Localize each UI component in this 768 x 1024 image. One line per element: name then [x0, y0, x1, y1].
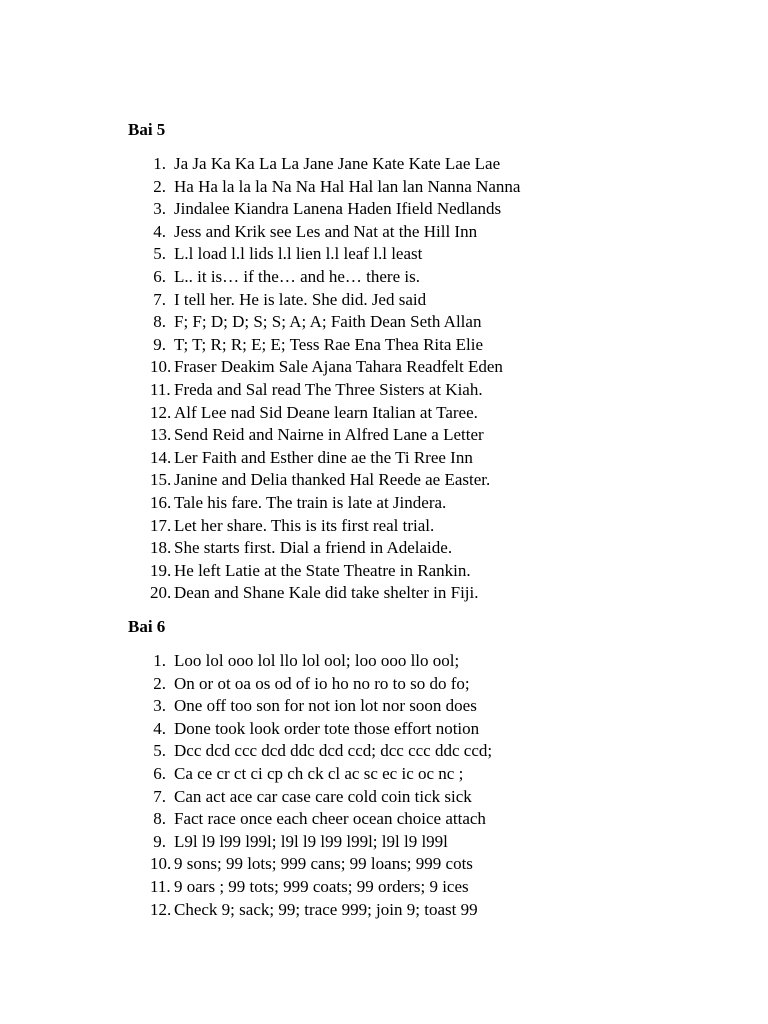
list-item-number: 2. — [153, 673, 166, 693]
list-item-number: 10. — [150, 854, 172, 874]
list-item-text: Fact race once each cheer ocean choice attach — [174, 809, 486, 829]
list-item — [128, 221, 520, 244]
list-item-number: 11. — [150, 876, 171, 896]
list-item-number: 14. — [150, 447, 172, 467]
list-item-number: 6. — [153, 266, 166, 286]
list-item-number: 3. — [153, 199, 166, 219]
list-item-text: Alf Lee nad Sid Deane learn Italian at Taree. — [174, 402, 478, 422]
list-item-text: Done took look order tote those effort notion — [174, 718, 480, 738]
list-item-text: Can act ace car case care cold coin tick sick — [174, 786, 472, 806]
list-item-text: Send Reid and Nairne in Alfred Lane a Letter — [174, 425, 484, 445]
list-item — [128, 311, 520, 334]
list-item — [128, 289, 520, 312]
list-item-text: Dean and Shane Kale did take shelter in Fiji. — [174, 583, 479, 603]
list-item-number: 16. — [150, 492, 172, 512]
list-item — [128, 650, 492, 673]
list-item-text: Freda and Sal read The Three Sisters at Kiah. — [174, 379, 483, 399]
list-item-number: 6. — [153, 763, 166, 783]
list-item-text: Jess and Krik see Les and Nat at the Hill Inn — [174, 221, 478, 241]
list-item-text: Jindalee Kiandra Lanena Haden Ifield Nedlands — [174, 199, 502, 219]
list-item-number: 12. — [150, 899, 172, 919]
list-item-text: Dcc dcd ccc dcd ddc dcd ccd; dcc ccc ddc ccd; — [174, 741, 493, 761]
list-item-text: T; T; R; R; E; E; Tess Rae Ena Thea Rita Elie — [174, 334, 484, 354]
list-item — [128, 402, 520, 425]
list-item-number: 10. — [150, 357, 172, 377]
list-item-number: 7. — [153, 786, 166, 806]
list-item-text: Loo lol ooo lol llo lol ool; loo ooo llo ool; — [174, 651, 460, 670]
list-item-number: 11. — [150, 379, 171, 399]
list-item-text: Fraser Deakim Sale Ajana Tahara Readfelt Eden — [174, 357, 503, 377]
list-item-number: 8. — [153, 312, 166, 332]
list-item-number: 18. — [150, 538, 172, 558]
list-item-number: 2. — [153, 176, 166, 196]
list-item-number: 5. — [153, 741, 166, 761]
list-item-text: One off too son for not ion lot nor soon does — [174, 696, 477, 716]
list-item — [128, 718, 492, 741]
list-item — [128, 379, 520, 402]
list-item-number: 9. — [153, 831, 166, 851]
list-item — [128, 673, 492, 696]
list-item-number: 12. — [150, 402, 172, 422]
list-item — [128, 831, 492, 854]
section-title-bai-6: Bai 6 — [128, 617, 166, 636]
list-item — [128, 153, 520, 176]
list-item — [128, 537, 520, 560]
list-item-text: She starts first. Dial a friend in Adelaide. — [174, 538, 453, 558]
list-item-text: Janine and Delia thanked Hal Reede ae Easter. — [174, 470, 491, 490]
list-item — [128, 469, 520, 492]
list-item — [128, 560, 520, 583]
list-item — [128, 853, 492, 876]
list-item — [128, 447, 520, 470]
list-item-text: Ha Ha la la la Na Na Hal Hal lan lan Nanna Nanna — [174, 176, 521, 196]
list-item — [128, 198, 520, 221]
list-item-text: 9 sons; 99 lots; 999 cans; 99 loans; 999 cots — [174, 854, 473, 874]
list-item — [128, 266, 520, 289]
list-item — [128, 424, 520, 447]
list-item-number: 1. — [153, 651, 166, 670]
list-item-number: 8. — [153, 809, 166, 829]
list-item-number: 3. — [153, 696, 166, 716]
list-item — [128, 356, 520, 379]
list-item-number: 15. — [150, 470, 172, 490]
list-item-text: 9 oars ; 99 tots; 999 coats; 99 orders; 9 ices — [174, 876, 469, 896]
list-item-number: 4. — [153, 718, 166, 738]
list-item-number: 20. — [150, 583, 172, 603]
list-item-text: Ca ce cr ct ci cp ch ck cl ac sc ec ic oc nc ; — [174, 763, 464, 783]
list-item-text: Tale his fare. The train is late at Jindera. — [174, 492, 447, 512]
list-item-text: Ja Ja Ka Ka La La Jane Jane Kate Kate Lae Lae — [174, 154, 501, 173]
list-item — [128, 740, 492, 763]
list-item — [128, 243, 520, 266]
list-item-text: He left Latie at the State Theatre in Rankin. — [174, 560, 471, 580]
list-item-text: F; F; D; D; S; S; A; A; Faith Dean Seth Allan — [174, 312, 482, 332]
list-item — [128, 876, 492, 899]
list-item-number: 1. — [153, 154, 166, 173]
list-item — [128, 786, 492, 809]
list-item — [128, 695, 492, 718]
list-item-text: L.. it is… if the… and he… there is. — [174, 266, 420, 286]
exercise-list-bai-5 — [128, 153, 520, 605]
list-item — [128, 515, 520, 538]
list-item-number: 5. — [153, 244, 166, 264]
list-item-text: Let her share. This is its first real trial. — [174, 515, 435, 535]
section-title-bai-5: Bai 5 — [128, 120, 166, 139]
list-item-number: 19. — [150, 560, 172, 580]
list-item-number: 4. — [153, 221, 166, 241]
list-item — [128, 582, 520, 605]
list-item — [128, 334, 520, 357]
list-item-text: On or ot oa os od of io ho no ro to so do fo; — [174, 673, 470, 693]
list-item-text: L.l load l.l lids l.l lien l.l leaf l.l least — [174, 244, 423, 264]
list-item — [128, 899, 492, 922]
list-item — [128, 763, 492, 786]
list-item — [128, 492, 520, 515]
list-item-number: 13. — [150, 425, 172, 445]
list-item-text: I tell her. He is late. She did. Jed said — [174, 289, 427, 309]
list-item-text: Ler Faith and Esther dine ae the Ti Rree Inn — [174, 447, 473, 467]
list-item — [128, 808, 492, 831]
list-item — [128, 176, 520, 199]
list-item-number: 17. — [150, 515, 172, 535]
list-item-number: 9. — [153, 334, 166, 354]
exercise-list-bai-6 — [128, 650, 492, 921]
list-item-text: L9l l9 l99 l99l; l9l l9 l99 l99l; l9l l9 l99l — [174, 831, 448, 851]
list-item-text: Check 9; sack; 99; trace 999; join 9; toast 99 — [174, 899, 478, 919]
list-item-number: 7. — [153, 289, 166, 309]
